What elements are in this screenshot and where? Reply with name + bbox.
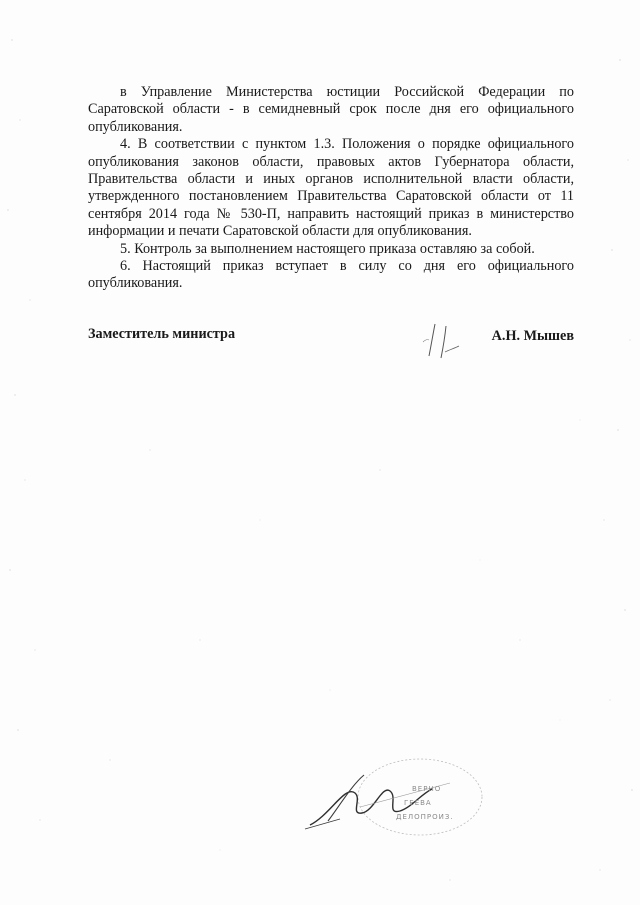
stamp-line-2: ГЕЕВА bbox=[404, 799, 432, 807]
paragraph-item-5: 5. Контроль за выполнением настоящего приказа оставляю за собой. bbox=[120, 240, 535, 257]
paragraph-item-4: 4. В соответствии с пунктом 1.3. Положения о порядке официального опубликования законов области, правовых актов Губернатора области, Правительства области и иных органов исполнительной власти области, утвержденного постановлением Правительства Саратовской области от 11 сентября 2014 года № 530-П, направить настоящий приказ в министерство информации и печати Саратовской области для опубликования. bbox=[88, 136, 574, 240]
handwritten-signature bbox=[415, 312, 475, 362]
paragraph-continuation: в Управление Министерства юстиции Российской Федерации по Саратовской области - в семидневный срок после дня его официального опубликования. bbox=[88, 84, 574, 135]
stamp-line-3: ДЕЛОПРОИЗ. bbox=[396, 813, 454, 821]
stamp-graphic bbox=[300, 755, 500, 845]
signatory-name: А.Н. Мышев bbox=[491, 328, 574, 344]
certification-stamp bbox=[300, 755, 500, 845]
stamp-line-1: ВЕРНО bbox=[412, 785, 442, 793]
document-body bbox=[88, 84, 574, 293]
signature-block bbox=[88, 322, 574, 352]
signatory-role: Заместитель министра bbox=[88, 326, 236, 342]
paragraph-item-6: 6. Настоящий приказ вступает в силу со дня его официального опубликования. bbox=[88, 258, 574, 292]
